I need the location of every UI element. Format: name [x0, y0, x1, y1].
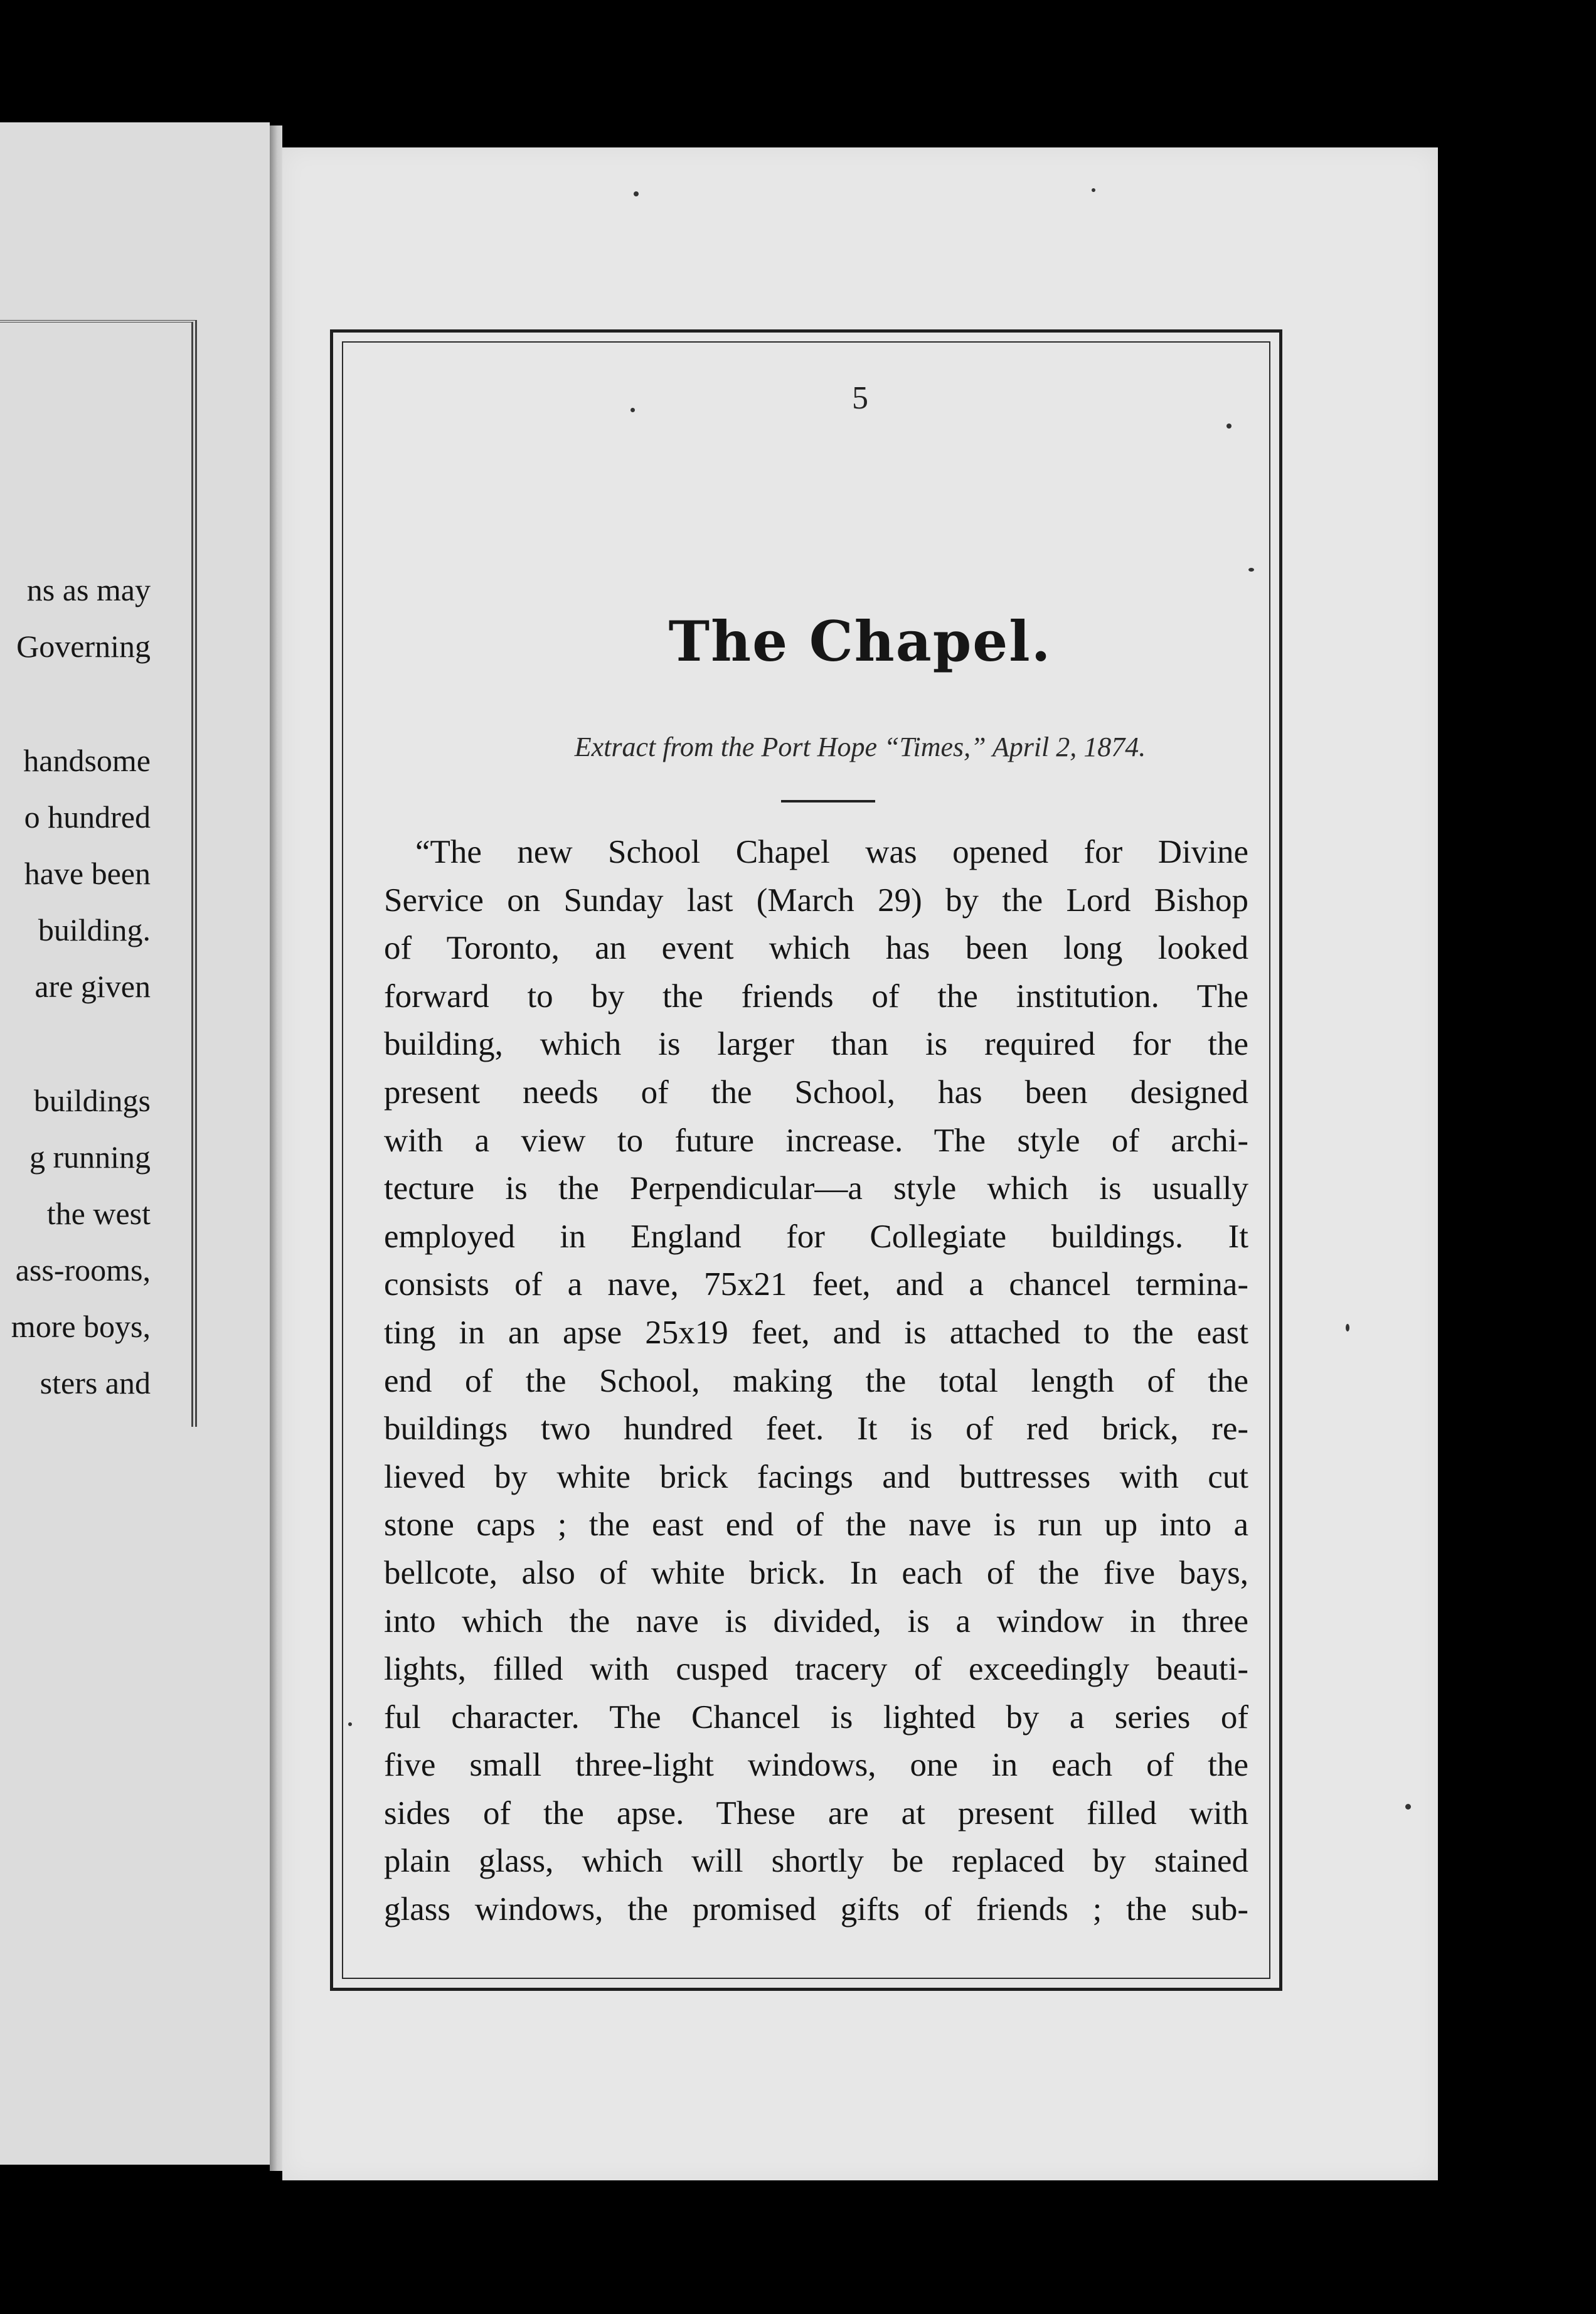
- body-line: employed in England for Collegiate buildings. It: [384, 1218, 1248, 1255]
- scan-speck: [1092, 188, 1095, 192]
- left-text-gap: [0, 674, 151, 732]
- left-text-line: buildings: [33, 1083, 151, 1118]
- body-line: building, which is larger than is required for the: [384, 1026, 1248, 1063]
- body-line: present needs of the School, has been designed: [384, 1074, 1248, 1111]
- scan-speck: [348, 1722, 352, 1726]
- body-line: stone caps ; the east end of the nave is run up into a: [384, 1506, 1248, 1544]
- body-line: plain glass, which will shortly be replaced by stained: [384, 1843, 1248, 1880]
- left-text-line: building.: [38, 912, 151, 947]
- scan-speck: [1226, 424, 1232, 429]
- body-line: glass windows, the promised gifts of friends ; the sub-: [384, 1891, 1248, 1928]
- body-line: lieved by white brick facings and buttresses with cut: [384, 1458, 1248, 1495]
- body-line: sides of the apse. These are at present filled with: [384, 1794, 1248, 1831]
- body-line: forward to by the friends of the institution. The: [384, 978, 1248, 1015]
- body-line: Service on Sunday last (March 29) by the Lord Bishop: [384, 882, 1248, 919]
- left-text-gap: [0, 1015, 151, 1072]
- left-text-line: are given: [35, 969, 151, 1004]
- left-text-line: the west: [46, 1196, 151, 1231]
- left-text-line: handsome: [23, 743, 151, 778]
- left-text-line: g running: [29, 1139, 151, 1175]
- left-facing-page: [0, 122, 270, 2165]
- scan-speck: [1346, 1324, 1349, 1331]
- left-text-line: sters and: [40, 1365, 151, 1400]
- body-line: buildings two hundred feet. It is of red brick, re-: [384, 1410, 1248, 1448]
- left-text-line: have been: [24, 856, 151, 891]
- extract-source: Extract from the Port Hope “Times,” April 2, 1874.: [574, 732, 1146, 762]
- body-line: “The new School Chapel was opened for Divine: [415, 834, 1248, 870]
- scan-speck: [630, 408, 635, 412]
- body-line: of Toronto, an event which has been long looked: [384, 930, 1248, 967]
- body-line: into which the nave is divided, is a window in three: [384, 1602, 1248, 1640]
- scan-speck: [634, 191, 639, 196]
- body-line: five small three-light windows, one in each of the: [384, 1747, 1248, 1784]
- title-rule: [781, 800, 875, 802]
- page-number: 5: [852, 380, 868, 416]
- body-line: end of the School, making the total length of the: [384, 1362, 1248, 1399]
- left-text-line: ns as may: [26, 572, 151, 607]
- body-line: tecture is the Perpendicular—a style which is usually: [384, 1170, 1248, 1207]
- scan-speck: [1405, 1804, 1411, 1810]
- body-line: lights, filled with cusped tracery of exceedingly beauti-: [384, 1651, 1248, 1688]
- main-page: [282, 147, 1438, 2180]
- body-line: with a view to future increase. The style of archi-: [384, 1122, 1248, 1159]
- book-gutter: [270, 125, 282, 2171]
- body-line: consists of a nave, 75x21 feet, and a chancel termina-: [384, 1266, 1248, 1303]
- article-body: [384, 828, 1248, 1934]
- left-text-line: Governing: [16, 629, 151, 664]
- left-page-text: [0, 562, 151, 1411]
- body-line: ting in an apse 25x19 feet, and is attached to the east: [384, 1314, 1248, 1351]
- chapter-title: The Chapel.: [668, 609, 1052, 674]
- left-text-line: ass-rooms,: [15, 1252, 151, 1288]
- body-line: bellcote, also of white brick. In each of the five bays,: [384, 1554, 1248, 1591]
- scan-speck: [1248, 568, 1254, 572]
- left-text-line: more boys,: [11, 1309, 151, 1344]
- body-line: ful character. The Chancel is lighted by a series of: [384, 1698, 1248, 1735]
- left-text-line: o hundred: [24, 799, 151, 834]
